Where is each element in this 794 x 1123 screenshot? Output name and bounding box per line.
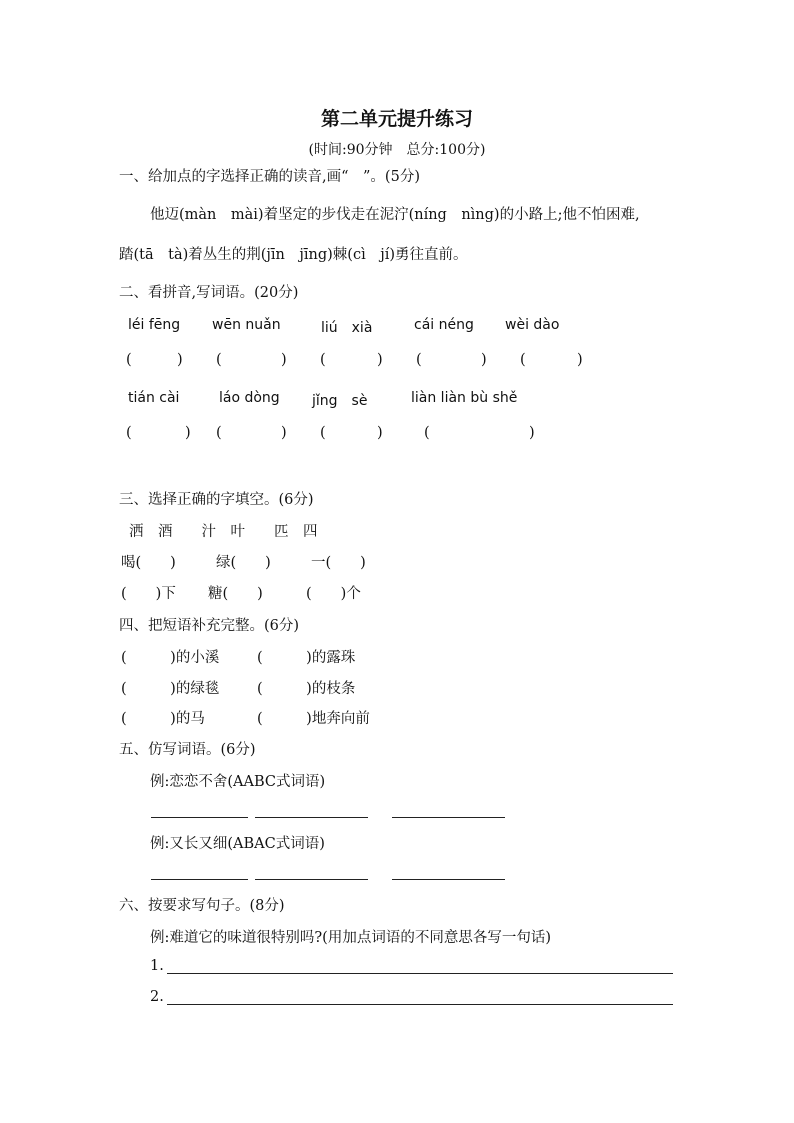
phrase-item: ( )地奔向前 [257, 711, 370, 727]
answer-paren-close: ) [177, 352, 183, 368]
answer-paren-open: ( [216, 352, 222, 368]
fill-blank-item: 糖( ) [208, 586, 263, 602]
answer-paren-close: ) [281, 352, 287, 368]
section-2-heading: 二、看拼音,写词语。(20分) [119, 285, 299, 301]
pinyin-item: léi fēng [128, 317, 181, 333]
pinyin-item: tián cài [128, 390, 180, 406]
pinyin-item: jǐng sè [312, 393, 368, 409]
answer-paren-close: ) [481, 352, 487, 368]
answer-paren-open: ( [416, 352, 422, 368]
exam-info: (时间:90分钟 总分:100分) [308, 142, 486, 158]
answer-paren-open: ( [216, 425, 222, 441]
answer-line[interactable] [392, 879, 505, 880]
answer-paren-close: ) [377, 352, 383, 368]
example-1: 例:恋恋不舍(AABC式词语) [150, 774, 326, 790]
character-options: 洒 酒 汁 叶 匹 四 [129, 524, 318, 540]
answer-paren-open: ( [520, 352, 526, 368]
answer-paren-close: ) [377, 425, 383, 441]
answer-line[interactable] [255, 879, 368, 880]
fill-blank-item: 喝( ) [121, 555, 176, 571]
section-1-heading: 一、给加点的字选择正确的读音,画“ ”。(5分) [119, 169, 420, 185]
phrase-item: ( )的马 [121, 711, 205, 727]
section-5-heading: 五、仿写词语。(6分) [119, 742, 256, 758]
answer-line[interactable] [255, 817, 368, 818]
pinyin-item: liú xià [321, 320, 373, 336]
phrase-item: ( )的绿毯 [121, 681, 220, 697]
pinyin-item: wēn nuǎn [212, 317, 281, 333]
answer-line[interactable] [151, 817, 248, 818]
phrase-item: ( )的露珠 [257, 650, 356, 666]
section-3-heading: 三、选择正确的字填空。(6分) [119, 492, 314, 508]
phrase-item: ( )的枝条 [257, 681, 356, 697]
section-6-heading: 六、按要求写句子。(8分) [119, 898, 285, 914]
fill-blank-item: ( )下 [121, 586, 176, 602]
answer-paren-open: ( [424, 425, 430, 441]
fill-blank-item: ( )个 [306, 586, 361, 602]
answer-line[interactable] [167, 973, 673, 974]
answer-paren-close: ) [577, 352, 583, 368]
section-4-heading: 四、把短语补充完整。(6分) [119, 618, 300, 634]
answer-paren-open: ( [126, 352, 132, 368]
answer-paren-open: ( [320, 425, 326, 441]
section-1-line-1: 他迈(màn mài)着坚定的步伐走在泥泞(níng nìng)的小路上;他不怕困难, [150, 207, 640, 223]
example-sentence: 例:难道它的味道很特别吗?(用加点词语的不同意思各写一句话) [150, 930, 551, 946]
answer-number-1: 1. [150, 958, 164, 974]
answer-paren-close: ) [529, 425, 535, 441]
answer-paren-close: ) [185, 425, 191, 441]
answer-number-2: 2. [150, 989, 164, 1005]
answer-paren-open: ( [320, 352, 326, 368]
pinyin-item: cái néng [414, 317, 474, 333]
pinyin-item: wèi dào [505, 317, 560, 333]
section-1-line-2: 踏(tā tà)着丛生的荆(jīn jīng)棘(cì jí)勇往直前。 [119, 247, 468, 263]
pinyin-item: láo dòng [219, 390, 280, 406]
answer-line[interactable] [167, 1004, 673, 1005]
answer-paren-close: ) [281, 425, 287, 441]
answer-paren-open: ( [126, 425, 132, 441]
page-title: 第二单元提升练习 [320, 108, 473, 130]
fill-blank-item: 一( ) [311, 555, 366, 571]
fill-blank-item: 绿( ) [216, 555, 271, 571]
pinyin-item: liàn liàn bù shě [411, 390, 518, 406]
phrase-item: ( )的小溪 [121, 650, 220, 666]
answer-line[interactable] [392, 817, 505, 818]
example-2: 例:又长又细(ABAC式词语) [150, 836, 325, 852]
answer-line[interactable] [151, 879, 248, 880]
